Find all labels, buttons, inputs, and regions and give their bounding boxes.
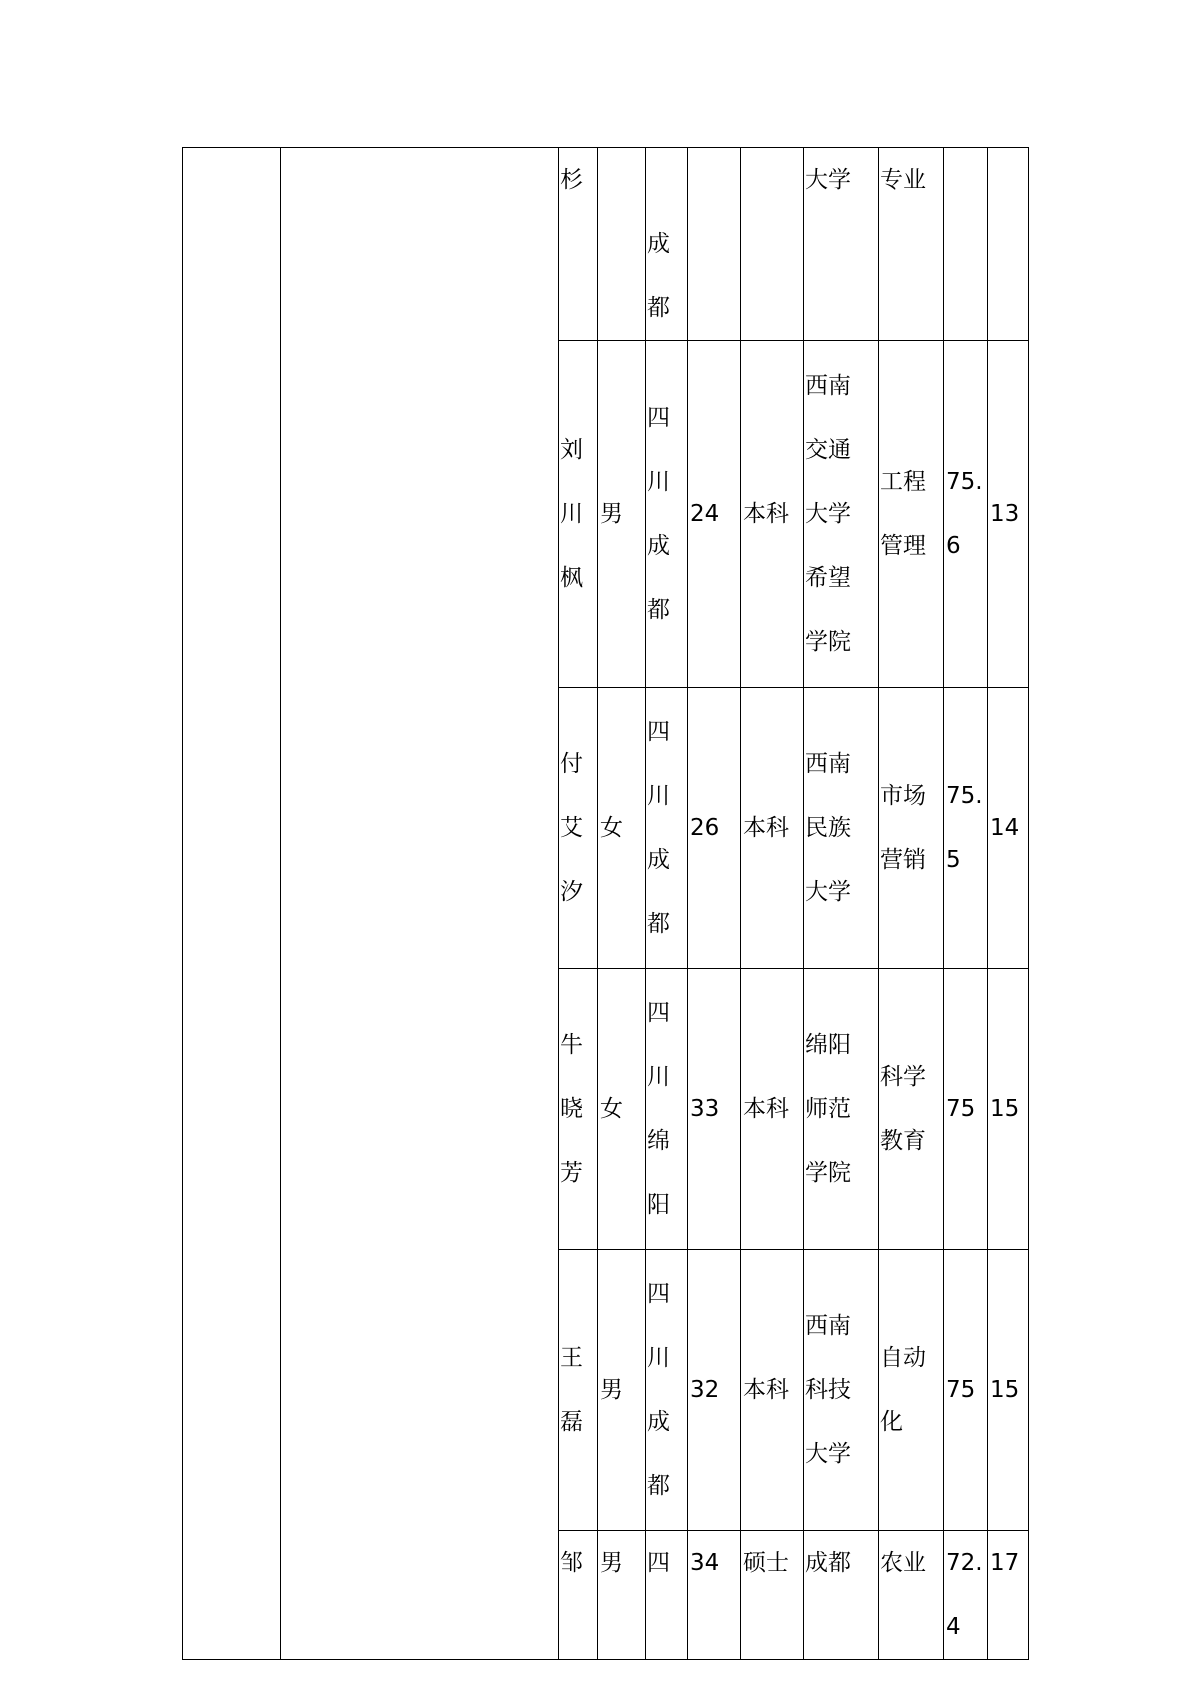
school-cell (804, 1250, 879, 1531)
school-cell-text (804, 354, 878, 674)
major-cell-char: 营销 (880, 847, 926, 873)
name-cell-text (559, 732, 597, 924)
degree-cell-text: 本科 (743, 1096, 789, 1122)
score-cell (944, 341, 988, 688)
school-cell-char: 学院 (805, 629, 851, 655)
school-cell-text (804, 732, 878, 924)
name-cell (559, 969, 598, 1250)
origin-cell-char: 都 (647, 597, 670, 623)
major-cell-text (879, 1531, 943, 1595)
score-cell (944, 1531, 988, 1660)
name-cell-char: 晓 (560, 1096, 583, 1122)
age-cell-text: 34 (690, 1550, 720, 1576)
degree-cell (741, 969, 804, 1250)
origin-cell-text (646, 700, 687, 956)
age-cell (688, 1531, 741, 1660)
school-cell-char: 西南 (805, 751, 851, 777)
age-cell-text: 32 (690, 1377, 720, 1403)
gender-cell (598, 688, 646, 969)
degree-cell (741, 148, 804, 341)
major-cell-char: 教育 (880, 1128, 926, 1154)
rank-cell-text (988, 148, 1028, 212)
origin-cell-char: 绵 (647, 1128, 670, 1154)
name-cell-char: 杉 (560, 167, 583, 193)
origin-cell-text (646, 386, 687, 642)
school-cell (804, 688, 879, 969)
rank-cell-text: 15 (990, 1096, 1020, 1122)
name-cell-char: 汐 (560, 879, 583, 905)
score-cell (944, 1250, 988, 1531)
origin-cell (646, 148, 688, 341)
rank-cell-text: 14 (990, 815, 1020, 841)
major-cell-char: 科学 (880, 1064, 926, 1090)
gender-cell (598, 341, 646, 688)
age-cell (688, 1250, 741, 1531)
candidate-table (182, 147, 1029, 1660)
school-cell-text (804, 148, 878, 212)
school-cell-text (804, 1013, 878, 1205)
gender-cell (598, 1250, 646, 1531)
name-cell-text (559, 418, 597, 610)
table-body (183, 148, 1029, 1660)
age-cell (688, 341, 741, 688)
origin-cell-char: 四 (647, 1281, 670, 1307)
origin-cell-char: 川 (647, 1345, 670, 1371)
origin-cell-text (646, 1262, 687, 1518)
gender-cell-text: 男 (600, 501, 623, 527)
major-cell-char: 自动 (880, 1345, 926, 1371)
origin-cell-char: 成 (647, 533, 670, 559)
name-cell-text (559, 1326, 597, 1454)
school-cell-char: 希望 (805, 565, 851, 591)
degree-cell-text (741, 148, 803, 212)
origin-cell-char: 四 (647, 1000, 670, 1026)
name-cell (559, 341, 598, 688)
name-cell-char: 川 (560, 501, 583, 527)
rank-cell (988, 688, 1029, 969)
origin-cell-char (647, 148, 687, 212)
score-cell-text: 72.4 (946, 1550, 983, 1640)
name-cell-char: 刘 (560, 437, 583, 463)
major-cell (879, 1250, 944, 1531)
major-cell (879, 969, 944, 1250)
degree-cell-text: 本科 (743, 815, 789, 841)
degree-cell-text: 本科 (743, 1377, 789, 1403)
name-cell (559, 1531, 598, 1660)
origin-cell-text (646, 148, 687, 340)
origin-cell-char: 四 (647, 1550, 670, 1576)
major-cell-text (879, 148, 943, 212)
school-cell-char: 西南 (805, 373, 851, 399)
name-cell-text (559, 1531, 597, 1595)
name-cell (559, 688, 598, 969)
major-cell (879, 148, 944, 341)
origin-cell-text (646, 1531, 687, 1595)
major-cell-char: 化 (880, 1409, 903, 1435)
score-cell (944, 148, 988, 341)
rank-cell (988, 1531, 1029, 1660)
name-cell-char: 枫 (560, 565, 583, 591)
origin-cell-char: 四 (647, 719, 670, 745)
merged-blank-cell-left (183, 148, 281, 1660)
score-cell-text: 75.5 (946, 783, 983, 873)
age-cell-text: 26 (690, 815, 720, 841)
major-cell-text (879, 764, 943, 892)
degree-cell (741, 341, 804, 688)
school-cell-char: 大学 (805, 501, 851, 527)
degree-cell (741, 688, 804, 969)
gender-cell (598, 148, 646, 341)
gender-cell-text: 男 (600, 1377, 623, 1403)
origin-cell-char: 都 (647, 1473, 670, 1499)
name-cell (559, 1250, 598, 1531)
degree-cell-text: 硕士 (743, 1550, 789, 1576)
merged-blank-cell-wide (281, 148, 559, 1660)
table-row (183, 148, 1029, 341)
major-cell-text (879, 1326, 943, 1454)
school-cell-char: 绵阳 (805, 1032, 851, 1058)
school-cell-char: 交通 (805, 437, 851, 463)
degree-cell (741, 1531, 804, 1660)
major-cell-char: 农业 (880, 1550, 926, 1576)
gender-cell-text: 女 (600, 815, 623, 841)
school-cell-char: 西南 (805, 1313, 851, 1339)
rank-cell-text: 13 (990, 501, 1020, 527)
age-cell-text: 33 (690, 1096, 720, 1122)
age-cell (688, 148, 741, 341)
school-cell-char: 科技 (805, 1377, 851, 1403)
score-cell-text: 75 (946, 1377, 976, 1403)
score-cell-text: 75.6 (946, 469, 983, 559)
origin-cell-char: 川 (647, 783, 670, 809)
origin-cell-text (646, 981, 687, 1237)
gender-cell (598, 969, 646, 1250)
school-cell-char: 民族 (805, 815, 851, 841)
school-cell-char: 学院 (805, 1160, 851, 1186)
major-cell (879, 688, 944, 969)
gender-cell (598, 1531, 646, 1660)
school-cell-char: 大学 (805, 1441, 851, 1467)
major-cell (879, 341, 944, 688)
name-cell-char: 邹 (560, 1550, 583, 1576)
school-cell (804, 1531, 879, 1660)
name-cell-char: 牛 (560, 1032, 583, 1058)
name-cell-char: 王 (560, 1345, 583, 1371)
school-cell-text (804, 1294, 878, 1486)
rank-cell-text: 15 (990, 1377, 1020, 1403)
origin-cell-char: 阳 (647, 1192, 670, 1218)
gender-cell-text (598, 148, 645, 212)
origin-cell-char: 四 (647, 405, 670, 431)
rank-cell-text: 17 (990, 1550, 1020, 1576)
origin-cell (646, 1531, 688, 1660)
rank-cell (988, 341, 1029, 688)
school-cell (804, 969, 879, 1250)
score-cell (944, 969, 988, 1250)
origin-cell (646, 688, 688, 969)
origin-cell-char: 川 (647, 1064, 670, 1090)
score-cell-text: 75 (946, 1096, 976, 1122)
age-cell-text (688, 148, 740, 212)
gender-cell-text: 女 (600, 1096, 623, 1122)
rank-cell (988, 1250, 1029, 1531)
age-cell-text: 24 (690, 501, 720, 527)
school-cell-char: 大学 (805, 167, 851, 193)
rank-cell (988, 969, 1029, 1250)
origin-cell-char: 川 (647, 469, 670, 495)
school-cell-char: 师范 (805, 1096, 851, 1122)
school-cell-char: 成都 (805, 1550, 851, 1576)
origin-cell-char: 成 (647, 847, 670, 873)
school-cell-char: 大学 (805, 879, 851, 905)
name-cell-char: 磊 (560, 1409, 583, 1435)
major-cell-text (879, 1045, 943, 1173)
major-cell-text (879, 450, 943, 578)
name-cell-char: 艾 (560, 815, 583, 841)
origin-cell (646, 969, 688, 1250)
origin-cell (646, 341, 688, 688)
school-cell-text (804, 1531, 878, 1595)
major-cell-char: 管理 (880, 533, 926, 559)
origin-cell (646, 1250, 688, 1531)
major-cell-char: 市场 (880, 783, 926, 809)
rank-cell (988, 148, 1029, 341)
age-cell (688, 969, 741, 1250)
degree-cell-text: 本科 (743, 501, 789, 527)
degree-cell (741, 1250, 804, 1531)
score-cell (944, 688, 988, 969)
age-cell (688, 688, 741, 969)
score-cell-text (944, 148, 987, 212)
name-cell (559, 148, 598, 341)
name-cell-text (559, 148, 597, 212)
major-cell-char: 工程 (880, 469, 926, 495)
origin-cell-char: 成 (647, 1409, 670, 1435)
origin-cell-char: 成 (647, 231, 670, 257)
name-cell-char: 芳 (560, 1160, 583, 1186)
name-cell-char: 付 (560, 751, 583, 777)
school-cell (804, 341, 879, 688)
origin-cell-char: 都 (647, 911, 670, 937)
school-cell (804, 148, 879, 341)
gender-cell-text: 男 (600, 1550, 623, 1576)
major-cell-char: 专业 (880, 167, 926, 193)
name-cell-text (559, 1013, 597, 1205)
major-cell (879, 1531, 944, 1660)
origin-cell-char: 都 (647, 295, 670, 321)
